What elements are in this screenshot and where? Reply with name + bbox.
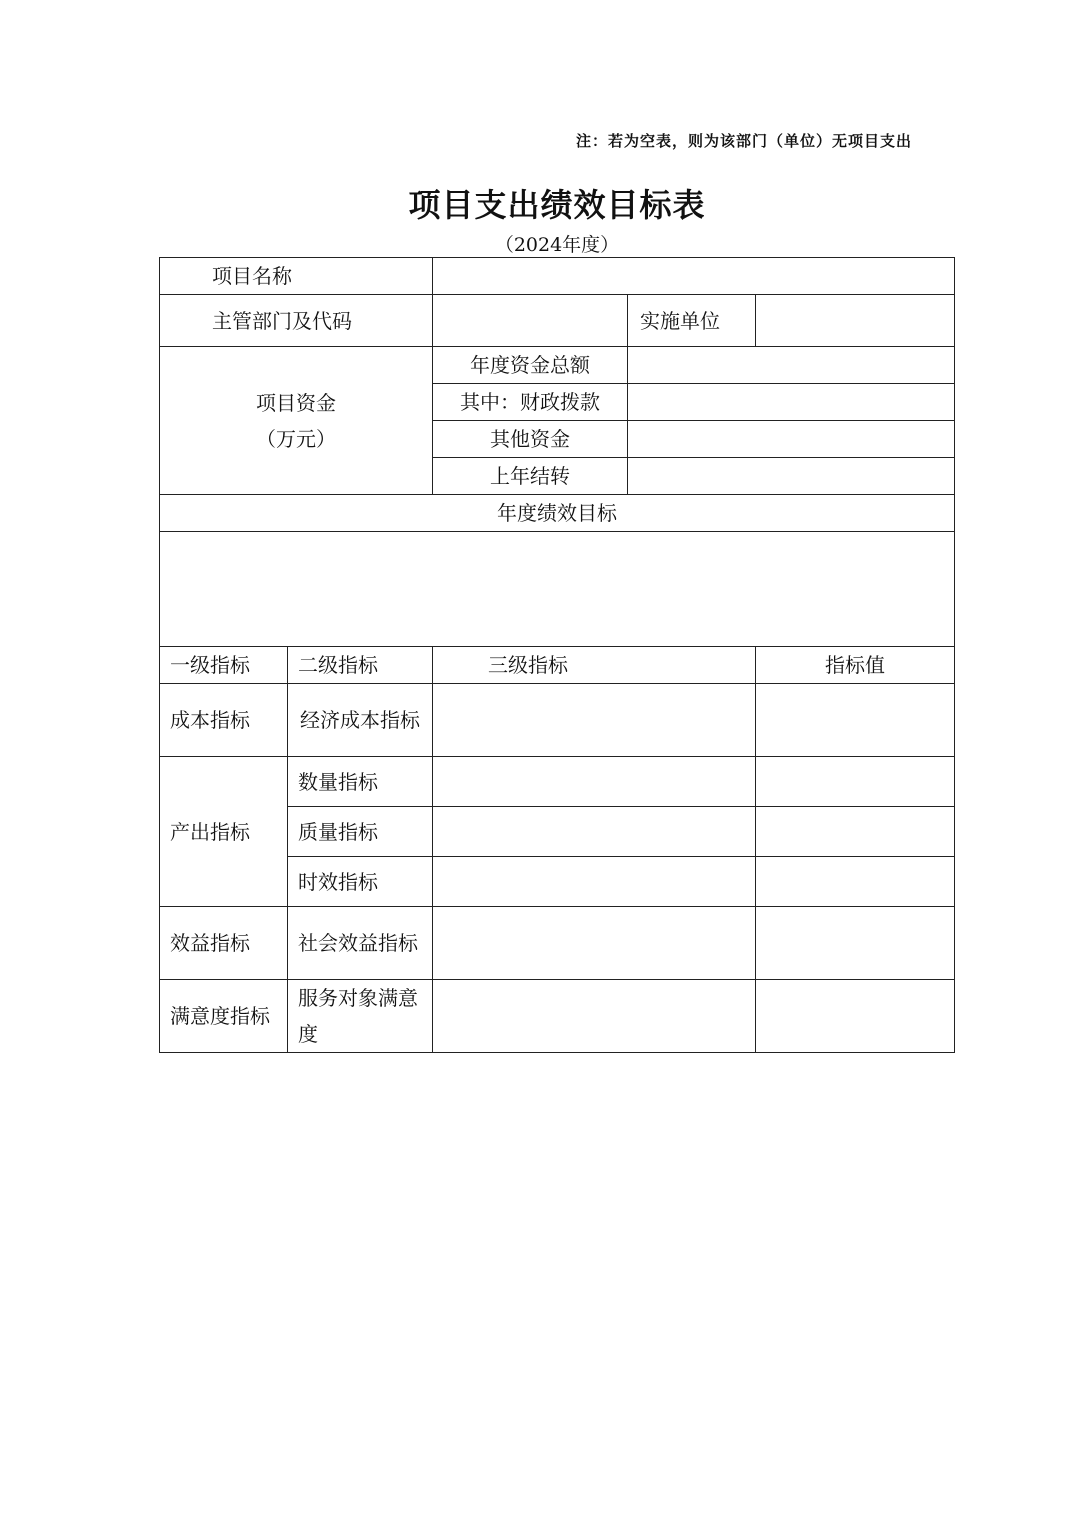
page-title: 项目支出绩效目标表 [408,186,706,224]
benefit-value-field[interactable] [756,907,955,980]
fund-fiscal-field[interactable] [628,384,955,421]
project-name-label: 项目名称 [160,258,433,295]
satisfaction-row [160,980,955,1053]
cost-level2: 经济成本指标 [288,684,433,757]
cost-level1: 成本指标 [160,684,288,757]
output-quantity-level3-field[interactable] [433,757,756,807]
header-level1: 一级指标 [160,647,288,684]
fund-carryover-field[interactable] [628,458,955,495]
fund-total-label: 年度资金总额 [433,347,628,384]
header-indicator-value: 指标值 [756,647,955,684]
output-quantity-level2: 数量指标 [288,757,433,807]
implementing-unit-label: 实施单位 [628,295,756,347]
header-level3: 三级指标 [433,647,756,684]
department-row [160,295,955,347]
fund-row-total [160,347,955,384]
output-quality-level2: 质量指标 [288,807,433,857]
annual-goal-field[interactable] [160,532,955,647]
fund-other-label: 其他资金 [433,421,628,458]
benefit-level1: 效益指标 [160,907,288,980]
blank-table-note: 注：若为空表，则为该部门（单位）无项目支出 [575,132,912,150]
annual-goal-label: 年度绩效目标 [160,495,955,532]
output-row-quantity [160,757,955,807]
department-field[interactable] [433,295,628,347]
performance-goal-table [159,257,955,1053]
fund-total-field[interactable] [628,347,955,384]
annual-goal-header-row [160,495,955,532]
project-fund-label: 项目资金 [256,390,336,415]
satisfaction-level2: 服务对象满意度 [288,980,433,1053]
cost-level3-field[interactable] [433,684,756,757]
project-name-row [160,258,955,295]
satisfaction-level3-field[interactable] [433,980,756,1053]
header-level2: 二级指标 [288,647,433,684]
department-label: 主管部门及代码 [160,295,433,347]
fund-fiscal-label: 其中：财政拨款 [433,384,628,421]
implementing-unit-field[interactable] [756,295,955,347]
project-fund-label-cell [160,347,433,495]
year-subtitle: （2024年度） [494,234,620,256]
benefit-level3-field[interactable] [433,907,756,980]
fund-carryover-label: 上年结转 [433,458,628,495]
project-name-field[interactable] [433,258,955,295]
output-timeliness-value-field[interactable] [756,857,955,907]
annual-goal-content-row [160,532,955,647]
satisfaction-level1: 满意度指标 [160,980,288,1053]
cost-value-field[interactable] [756,684,955,757]
fund-other-field[interactable] [628,421,955,458]
output-level1: 产出指标 [160,757,288,907]
output-timeliness-level2: 时效指标 [288,857,433,907]
output-quality-level3-field[interactable] [433,807,756,857]
output-quality-value-field[interactable] [756,807,955,857]
benefit-row [160,907,955,980]
indicator-header-row [160,647,955,684]
output-timeliness-level3-field[interactable] [433,857,756,907]
cost-row [160,684,955,757]
satisfaction-value-field[interactable] [756,980,955,1053]
project-fund-unit: （万元） [256,426,336,451]
benefit-level2: 社会效益指标 [288,907,433,980]
output-quantity-value-field[interactable] [756,757,955,807]
